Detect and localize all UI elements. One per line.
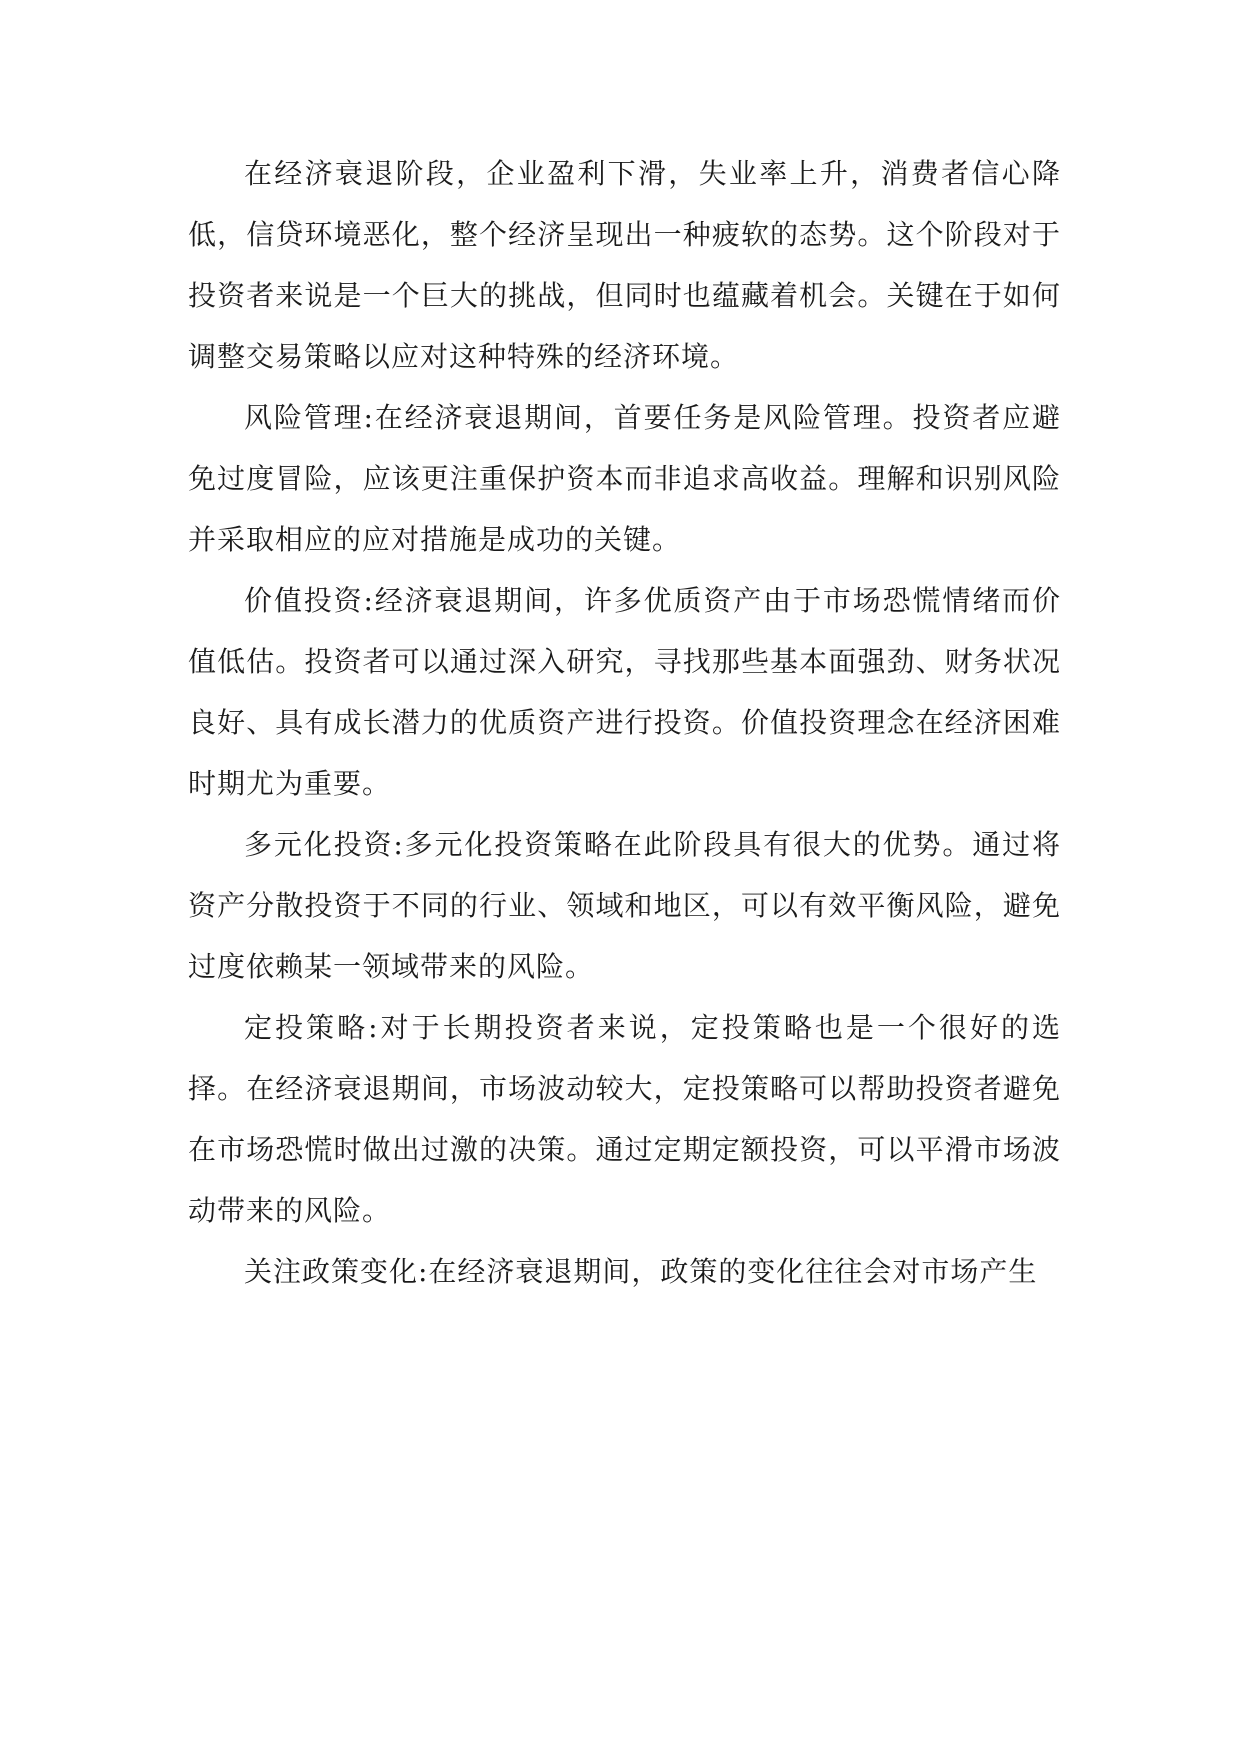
paragraph-intro: 在经济衰退阶段，企业盈利下滑，失业率上升，消费者信心降低，信贷环境恶化，整个经济呈现出一种疲软的态势。这个阶段对于投资者来说是一个巨大的挑战，但同时也蕴藏着机会。关键在于如何调整交易策略以应对这种特殊的经济环境。: [188, 157, 1061, 373]
paragraph-dollar-cost-averaging: 定投策略:对于长期投资者来说，定投策略也是一个很好的选择。在经济衰退期间，市场波动较大，定投策略可以帮助投资者避免在市场恐慌时做出过激的决策。通过定期定额投资，可以平滑市场波动带来的风险。: [188, 1011, 1061, 1227]
body-text: [188, 143, 1061, 1302]
paragraph-risk-management: 风险管理:在经济衰退期间，首要任务是风险管理。投资者应避免过度冒险，应该更注重保护资本而非追求高收益。理解和识别风险并采取相应的应对措施是成功的关键。: [188, 401, 1061, 556]
paragraph-diversification: 多元化投资:多元化投资策略在此阶段具有很大的优势。通过将资产分散投资于不同的行业、领域和地区，可以有效平衡风险，避免过度依赖某一领域带来的风险。: [188, 828, 1061, 983]
paragraph-policy-changes: 关注政策变化:在经济衰退期间，政策的变化往往会对市场产生: [244, 1255, 1038, 1288]
paragraph-value-investing: 价值投资:经济衰退期间，许多优质资产由于市场恐慌情绪而价值低估。投资者可以通过深入研究，寻找那些基本面强劲、财务状况良好、具有成长潜力的优质资产进行投资。价值投资理念在经济困难时期尤为重要。: [188, 584, 1061, 800]
